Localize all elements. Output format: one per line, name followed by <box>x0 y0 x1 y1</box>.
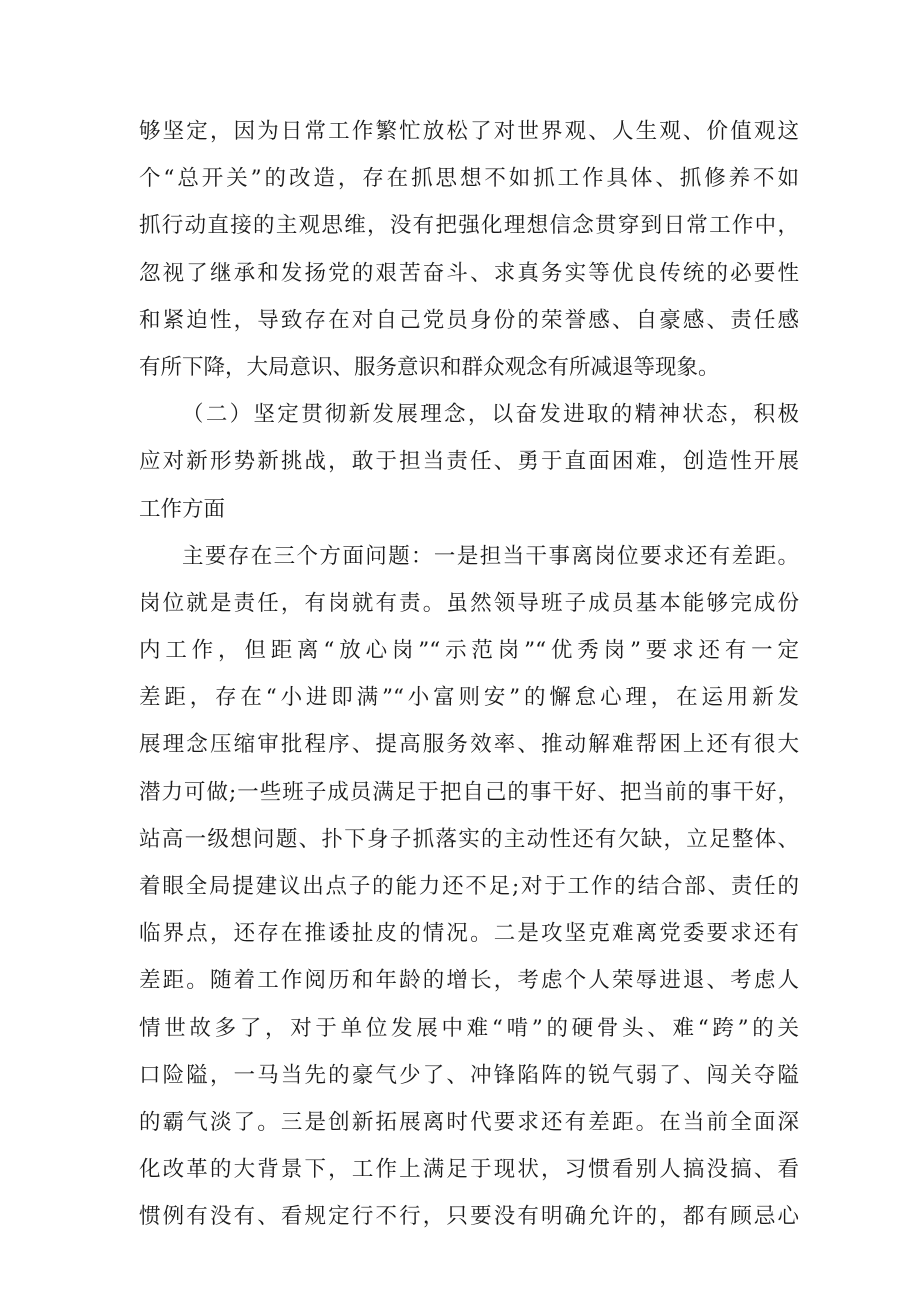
text-line: 潜力可做;一些班子成员满足于把自己的事干好、把当前的事干好， <box>139 779 799 805</box>
text-line: 着眼全局提建议出点子的能力还不足;对于工作的结合部、责任的 <box>139 874 799 899</box>
text-line: 差距，存在“小进即满”“小富则安”的懈怠心理，在运用新发 <box>139 685 799 711</box>
text-line: 忽视了继承和发扬党的艰苦奋斗、求真务实等优良传统的必要性 <box>139 260 799 286</box>
paragraph-2-section-heading <box>139 391 799 533</box>
text-line: 站高一级想问题、扑下身子抓落实的主动性还有欠缺，立足整体、 <box>139 826 799 852</box>
text-line: 个“总开关”的改造，存在抓思想不如抓工作具体、抓修养不如 <box>139 166 799 192</box>
text-line: 有所下降，大局意识、服务意识和群众观念有所减退等现象。 <box>139 354 720 380</box>
text-line: 临界点，还存在推诿扯皮的情况。二是攻坚克难离党委要求还有 <box>139 921 799 947</box>
text-line: 抓行动直接的主观思维，没有把强化理想信念贯穿到日常工作中， <box>139 213 799 239</box>
text-line: 内工作，但距离“放心岗”“示范岗”“优秀岗”要求还有一定 <box>139 638 799 664</box>
text-line: 口险隘，一马当先的豪气少了、冲锋陷阵的锐气弱了、闯关夺隘 <box>139 1062 799 1088</box>
paragraph-1 <box>139 108 799 391</box>
document-body <box>139 108 799 1241</box>
text-line: 情世故多了，对于单位发展中难“啃”的硬骨头、难“跨”的关 <box>139 1015 799 1041</box>
text-line: 的霸气淡了。三是创新拓展离时代要求还有差距。在当前全面深 <box>139 1109 799 1135</box>
text-line: （二）坚定贯彻新发展理念，以奋发进取的精神状态，积极 <box>182 402 799 428</box>
text-line: 够坚定，因为日常工作繁忙放松了对世界观、人生观、价值观这 <box>139 119 799 144</box>
paragraph-3 <box>139 533 799 1241</box>
text-line: 化改革的大背景下，工作上满足于现状，习惯看别人搞没搞、看 <box>139 1157 799 1183</box>
text-line: 和紧迫性，导致存在对自己党员身份的荣誉感、自豪感、责任感 <box>139 307 799 333</box>
text-line: 工作方面 <box>139 496 226 522</box>
text-line: 展理念压缩审批程序、提高服务效率、推动解难帮困上还有很大 <box>139 732 799 758</box>
text-line: 差距。随着工作阅历和年龄的增长，考虑个人荣辱进退、考虑人 <box>139 968 799 994</box>
text-line: 岗位就是责任，有岗就有责。虽然领导班子成员基本能够完成份 <box>139 590 799 616</box>
text-line: 惯例有没有、看规定行不行，只要没有明确允许的，都有顾忌心 <box>139 1204 799 1230</box>
text-line: 主要存在三个方面问题：一是担当干事离岗位要求还有差距。 <box>182 543 799 569</box>
text-line: 应对新形势新挑战，敢于担当责任、勇于直面困难，创造性开展 <box>139 449 799 475</box>
